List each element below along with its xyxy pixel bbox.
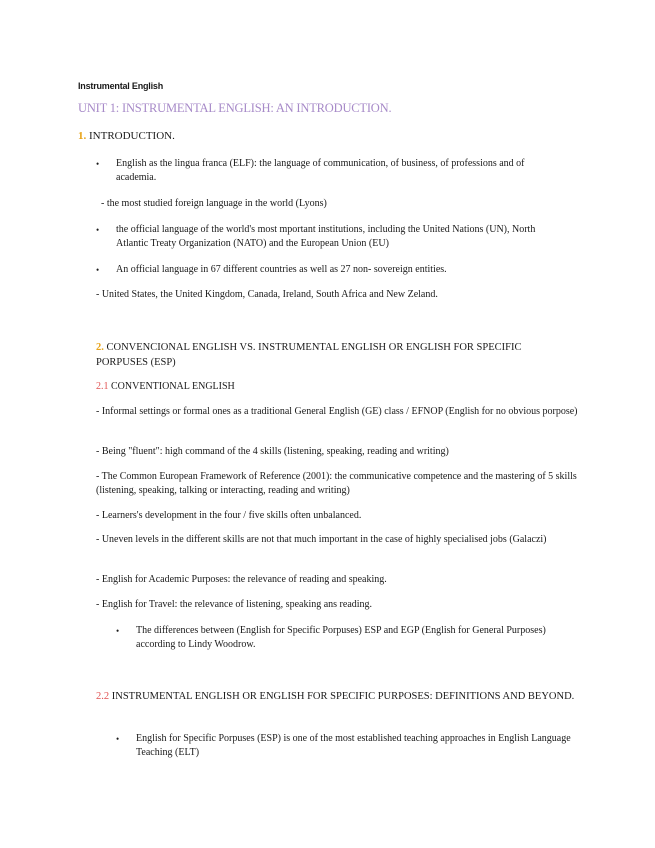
list-item: - the most studied foreign language in the world (Lyons) [101, 198, 327, 209]
bullet-item: • An official language in 67 different countries as well as 27 non- sovereign entities. [96, 264, 447, 275]
section-number: 2.1 [96, 381, 109, 392]
list-item: - Learners's development in the four / five skills often unbalanced. [96, 510, 362, 521]
section-title: INTRODUCTION. [89, 130, 175, 142]
section-title: INSTRUMENTAL ENGLISH OR ENGLISH FOR SPECIFIC PURPOSES: DEFINITIONS AND BEYOND. [111, 691, 575, 702]
list-item: - Being "fluent": high command of the 4 skills (listening, speaking, reading and writing) [96, 446, 449, 457]
list-item: - Uneven levels in the different skills are not that much important in the case of highly specialised jobs (Galaczi) [96, 534, 547, 545]
section-title: CONVENTIONAL ENGLISH [111, 381, 235, 392]
bullet-icon: • [96, 265, 100, 275]
bullet-icon: • [96, 159, 100, 169]
section-2-heading [96, 340, 576, 370]
list-item: - English for Academic Purposes: the relevance of reading and speaking. [96, 574, 387, 585]
list-item: - The Common European Framework of Reference (2001): the communicative competence and the mastering of 5 skills (listening, speaking, talking or interacting, reading and writing) [96, 471, 577, 496]
section-2-2-heading [96, 689, 576, 704]
list-item: - Informal settings or formal ones as a traditional General English (GE) class / EFNOP (English for no obvious porpose) [96, 406, 578, 417]
bullet-icon: • [96, 225, 100, 235]
bullet-icon: • [116, 734, 120, 744]
bullet-item: • the official language of the world's most mportant institutions, including the United Nations (UN), North Atlantic Treaty Organization (NATO) and the European Union (EU) [96, 224, 536, 249]
section-number: 2.2 [96, 691, 110, 702]
page-header: Instrumental English [78, 81, 164, 91]
section-number: 1. [78, 130, 87, 142]
list-item: - United States, the United Kingdom, Canada, Ireland, South Africa and New Zeland. [96, 289, 438, 300]
section-title: CONVENCIONAL ENGLISH VS. INSTRUMENTAL ENGLISH OR ENGLISH FOR SPECIFIC PORPUSES (ESP) [96, 342, 522, 368]
section-1-heading [78, 129, 175, 143]
bullet-item: • English as the lingua franca (ELF): the language of communication, of business, of professions and of academia. [96, 158, 525, 183]
bullet-icon: • [116, 626, 120, 636]
section-number: 2. [96, 342, 104, 353]
unit-title: UNIT 1: INSTRUMENTAL ENGLISH: AN INTRODUCTION. [78, 101, 392, 115]
bullet-item: • The differences between (English for Specific Porpuses) ESP and EGP (English for General Purposes) according to Lindy Woodrow. [116, 625, 546, 650]
section-2-1-heading [96, 380, 235, 394]
list-item: - English for Travel: the relevance of listening, speaking ans reading. [96, 599, 373, 610]
bullet-item: • English for Specific Porpuses (ESP) is one of the most established teaching approaches in English Language Teaching (ELT) [116, 733, 571, 758]
